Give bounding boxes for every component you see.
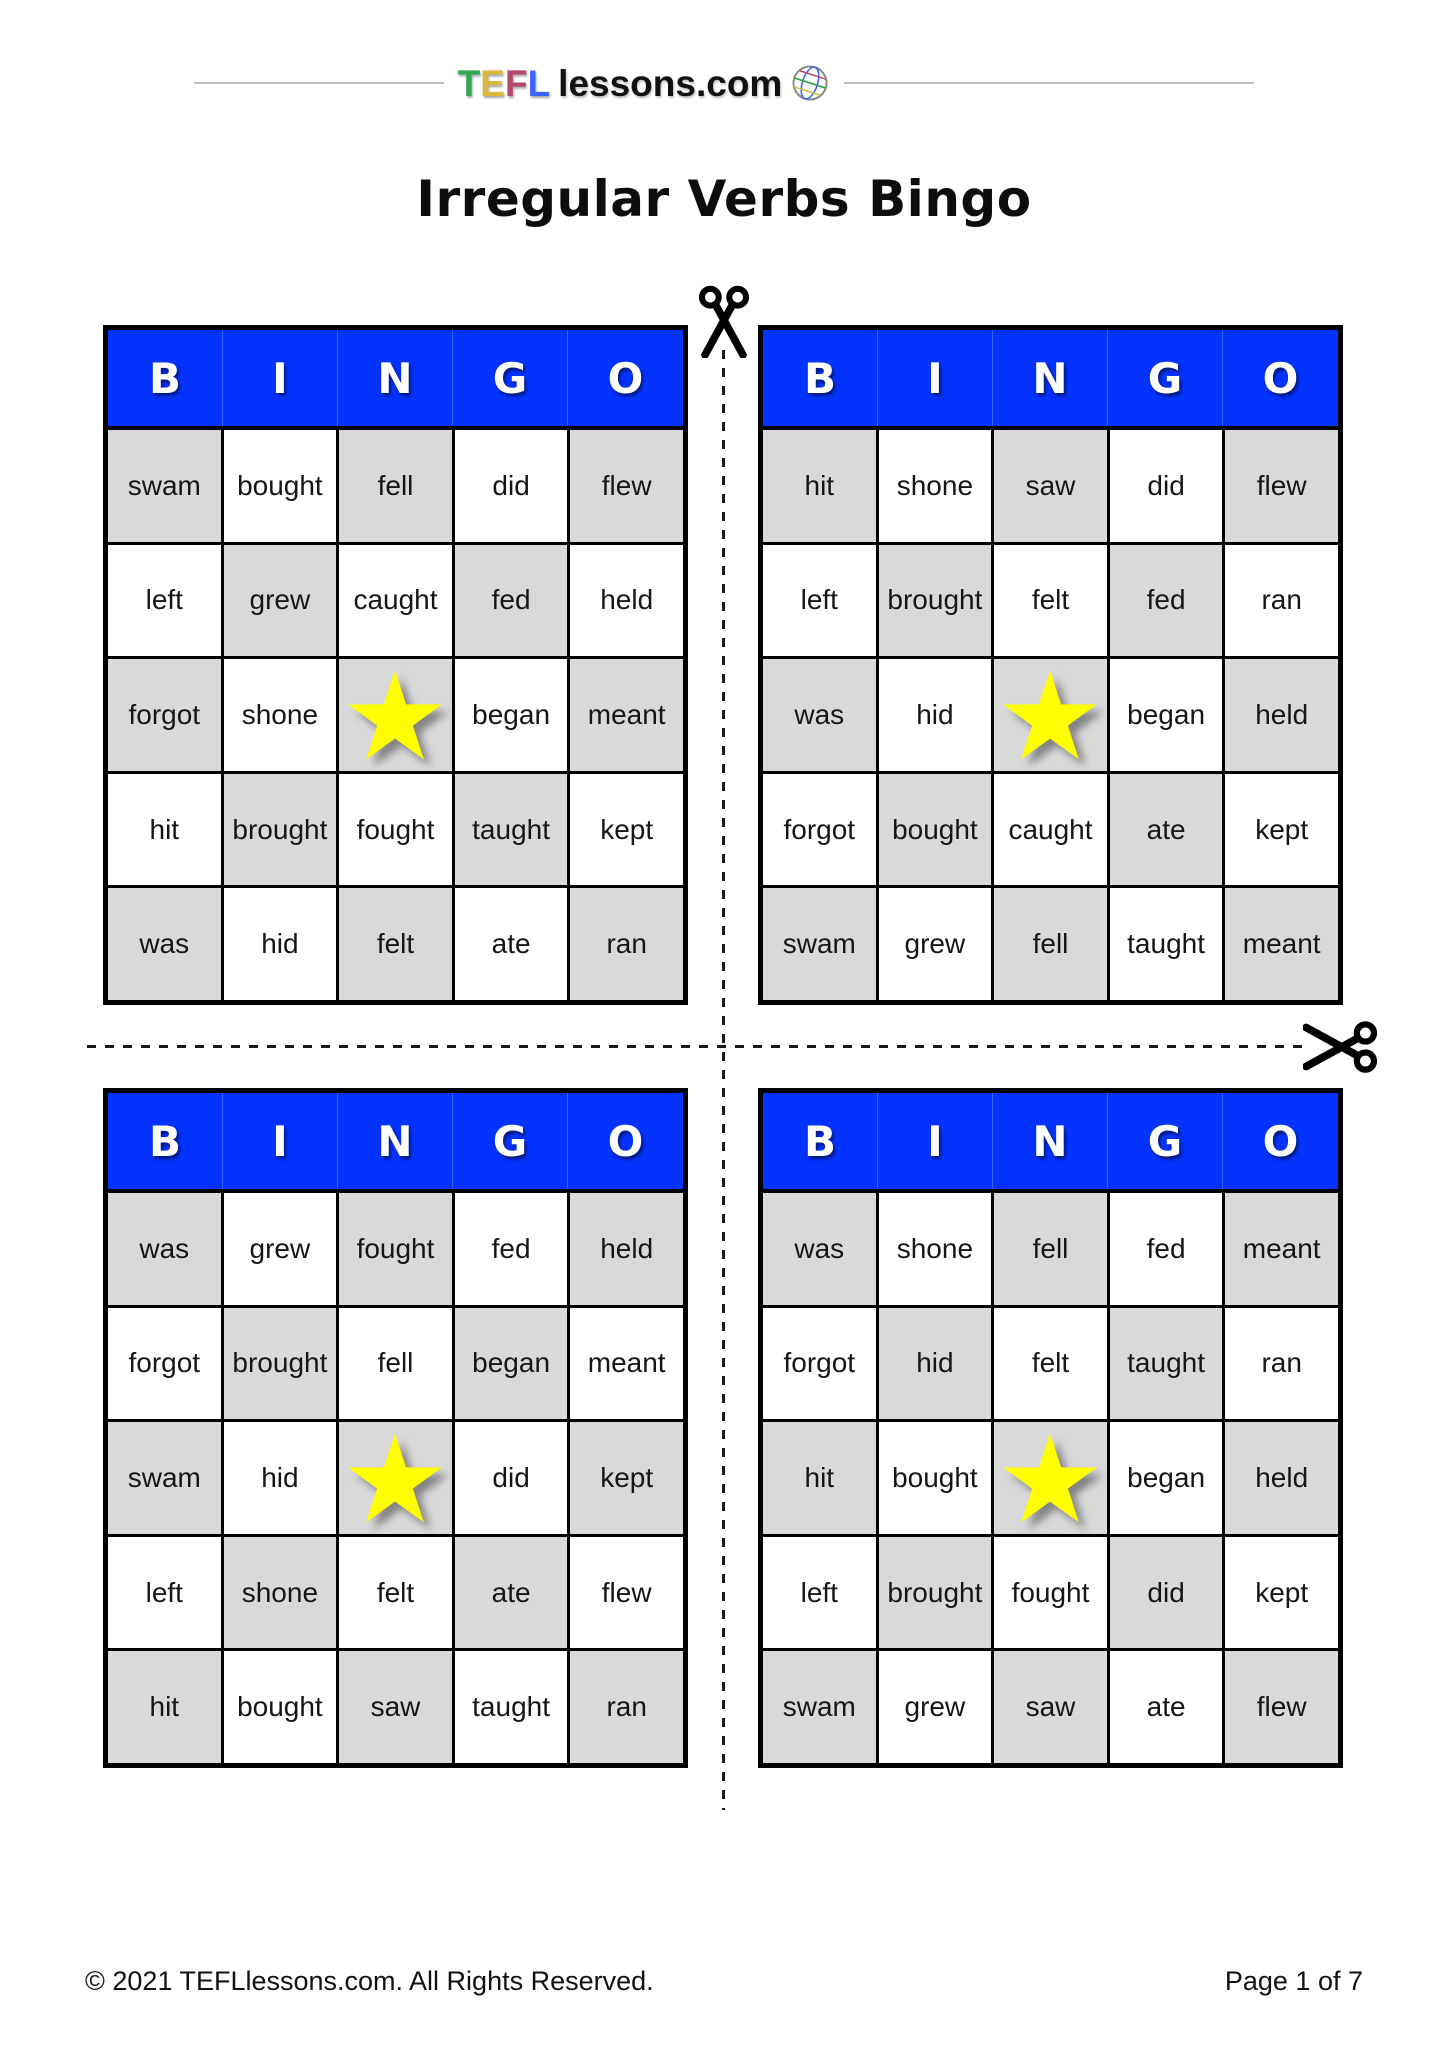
bingo-cell: held	[570, 545, 683, 657]
bingo-cell: was	[108, 1193, 221, 1305]
bingo-cell: brought	[224, 1308, 337, 1420]
globe-icon	[790, 63, 830, 103]
free-space-star-cell	[339, 1422, 452, 1534]
bingo-header-row	[108, 1093, 683, 1193]
bingo-cell: bought	[879, 1422, 992, 1534]
tefllessons-logo	[458, 63, 831, 103]
bingo-grid	[763, 430, 1338, 1000]
star-icon	[343, 1428, 447, 1528]
horizontal-cut-line	[87, 1045, 1309, 1048]
logo-letter-l: L	[527, 62, 551, 104]
bingo-cell: was	[763, 659, 876, 771]
bingo-cell: left	[108, 1537, 221, 1649]
star-icon	[998, 1428, 1102, 1528]
bingo-letter-b: B	[763, 1093, 878, 1189]
bingo-cell: ran	[1225, 545, 1338, 657]
bingo-cell: flew	[1225, 430, 1338, 542]
bingo-card	[103, 325, 688, 1005]
bingo-letter-o: O	[1262, 353, 1299, 403]
bingo-cell: did	[455, 1422, 568, 1534]
bingo-cell: saw	[994, 430, 1107, 542]
bingo-cell: shone	[224, 1537, 337, 1649]
bingo-cell: did	[455, 430, 568, 542]
bingo-cell: held	[570, 1193, 683, 1305]
bingo-cell: did	[1110, 430, 1223, 542]
bingo-cell: bought	[224, 1651, 337, 1763]
bingo-letter-o: O	[607, 353, 644, 403]
bingo-cell: fell	[339, 1308, 452, 1420]
bingo-cell: began	[455, 659, 568, 771]
bingo-cell: kept	[570, 774, 683, 886]
bingo-card	[758, 1088, 1343, 1768]
bingo-cell: fell	[994, 888, 1107, 1000]
bingo-cell: was	[763, 1193, 876, 1305]
bingo-cell: felt	[339, 888, 452, 1000]
bingo-letter-o: O	[1262, 1116, 1299, 1166]
bingo-cell: forgot	[108, 1308, 221, 1420]
bingo-cell: saw	[994, 1651, 1107, 1763]
logo-letter-f: F	[504, 62, 528, 104]
bingo-cell: left	[763, 545, 876, 657]
bingo-cell: fed	[455, 545, 568, 657]
bingo-letter-n: N	[338, 1093, 453, 1189]
bingo-cell: hit	[108, 774, 221, 886]
bingo-letter-n: N	[338, 330, 453, 426]
bingo-cell: forgot	[763, 774, 876, 886]
bingo-cell: ran	[570, 888, 683, 1000]
page-title: Irregular Verbs Bingo	[416, 170, 1032, 228]
bingo-cell: taught	[455, 1651, 568, 1763]
bingo-cell: fell	[994, 1193, 1107, 1305]
bingo-cell: held	[1225, 659, 1338, 771]
logo-letter-e: E	[480, 62, 505, 104]
bingo-cell: swam	[108, 1422, 221, 1534]
bingo-cell: bought	[224, 430, 337, 542]
bingo-cell: hit	[108, 1651, 221, 1763]
bingo-cell: ran	[570, 1651, 683, 1763]
scissors-icon	[1303, 1008, 1381, 1086]
bingo-header-row	[108, 330, 683, 430]
bingo-cell: taught	[455, 774, 568, 886]
logo-colored-letters	[457, 62, 551, 104]
bingo-letter-n: N	[993, 1093, 1108, 1189]
bingo-cell: kept	[570, 1422, 683, 1534]
free-space-star-cell	[994, 1422, 1107, 1534]
bingo-cell: began	[1110, 1422, 1223, 1534]
bingo-cell: swam	[108, 430, 221, 542]
bingo-cell: brought	[224, 774, 337, 886]
bingo-cell: meant	[1225, 1193, 1338, 1305]
bingo-cell: began	[1110, 659, 1223, 771]
free-space-star-cell	[994, 659, 1107, 771]
free-space-star-cell	[339, 659, 452, 771]
bingo-cell: hid	[879, 1308, 992, 1420]
bingo-letter-g: G	[1108, 330, 1223, 426]
bingo-cell: brought	[879, 545, 992, 657]
bingo-cell: bought	[879, 774, 992, 886]
bingo-letter-b: B	[763, 330, 878, 426]
bingo-cell: began	[455, 1308, 568, 1420]
bingo-letter-g: G	[453, 330, 568, 426]
header-rule-right	[844, 82, 1254, 84]
site-header	[0, 60, 1448, 106]
bingo-cell: held	[1225, 1422, 1338, 1534]
bingo-letter-g: G	[453, 1093, 568, 1189]
bingo-cell: was	[108, 888, 221, 1000]
bingo-cell: felt	[339, 1537, 452, 1649]
bingo-cell: grew	[224, 1193, 337, 1305]
header-rule-left	[194, 82, 444, 84]
bingo-cell: kept	[1225, 774, 1338, 886]
bingo-cell: hid	[879, 659, 992, 771]
bingo-cell: ate	[455, 1537, 568, 1649]
bingo-letter-b: B	[108, 330, 223, 426]
bingo-cell: caught	[994, 774, 1107, 886]
bingo-cell: brought	[879, 1537, 992, 1649]
bingo-cell: hid	[224, 1422, 337, 1534]
bingo-letter-n: N	[993, 330, 1108, 426]
logo-letter-t: T	[457, 62, 481, 104]
bingo-cell: shone	[879, 430, 992, 542]
bingo-cell: felt	[994, 1308, 1107, 1420]
bingo-cell: shone	[879, 1193, 992, 1305]
logo-text: lessons.com	[558, 62, 783, 104]
bingo-letter-b: B	[108, 1093, 223, 1189]
bingo-cell: ate	[455, 888, 568, 1000]
bingo-cell: forgot	[763, 1308, 876, 1420]
vertical-cut-line	[722, 350, 725, 1810]
bingo-cell: fought	[339, 1193, 452, 1305]
bingo-cell: ate	[1110, 774, 1223, 886]
bingo-cell: grew	[224, 545, 337, 657]
bingo-cell: meant	[1225, 888, 1338, 1000]
bingo-cell: fed	[455, 1193, 568, 1305]
bingo-cell: fell	[339, 430, 452, 542]
copyright-text: © 2021 TEFLlessons.com. All Rights Reserved.	[85, 1966, 654, 1996]
star-icon	[343, 665, 447, 765]
bingo-cell: meant	[570, 659, 683, 771]
bingo-cell: ran	[1225, 1308, 1338, 1420]
bingo-cell: taught	[1110, 1308, 1223, 1420]
bingo-cell: kept	[1225, 1537, 1338, 1649]
bingo-letter-i: I	[878, 1093, 993, 1189]
bingo-letter-i: I	[223, 1093, 338, 1189]
bingo-cell: left	[108, 545, 221, 657]
page-footer	[85, 1966, 1363, 1997]
bingo-cell: flew	[570, 1537, 683, 1649]
bingo-cell: ate	[1110, 1651, 1223, 1763]
bingo-grid	[763, 1193, 1338, 1763]
bingo-grid	[108, 1193, 683, 1763]
bingo-cell: felt	[994, 545, 1107, 657]
bingo-cell: did	[1110, 1537, 1223, 1649]
bingo-letter-i: I	[223, 330, 338, 426]
bingo-header-row	[763, 1093, 1338, 1193]
bingo-cell: flew	[1225, 1651, 1338, 1763]
bingo-cell: swam	[763, 888, 876, 1000]
bingo-cell: swam	[763, 1651, 876, 1763]
page-number: Page 1 of 7	[1224, 1966, 1363, 1996]
bingo-cell: shone	[224, 659, 337, 771]
bingo-cell: fought	[339, 774, 452, 886]
bingo-cell: fed	[1110, 1193, 1223, 1305]
star-icon	[998, 665, 1102, 765]
bingo-cell: left	[763, 1537, 876, 1649]
bingo-cell: hit	[763, 1422, 876, 1534]
bingo-header-row	[763, 330, 1338, 430]
bingo-card	[103, 1088, 688, 1768]
bingo-letter-o: O	[607, 1116, 644, 1166]
bingo-letter-g: G	[1108, 1093, 1223, 1189]
bingo-letter-i: I	[878, 330, 993, 426]
scissors-icon	[686, 282, 762, 358]
bingo-cell: saw	[339, 1651, 452, 1763]
bingo-cell: caught	[339, 545, 452, 657]
bingo-cell: grew	[879, 1651, 992, 1763]
bingo-cell: forgot	[108, 659, 221, 771]
bingo-cell: taught	[1110, 888, 1223, 1000]
bingo-cell: meant	[570, 1308, 683, 1420]
bingo-cell: grew	[879, 888, 992, 1000]
bingo-cell: hit	[763, 430, 876, 542]
bingo-grid	[108, 430, 683, 1000]
bingo-cell: fed	[1110, 545, 1223, 657]
bingo-cell: flew	[570, 430, 683, 542]
bingo-cell: fought	[994, 1537, 1107, 1649]
bingo-cell: hid	[224, 888, 337, 1000]
bingo-card	[758, 325, 1343, 1005]
